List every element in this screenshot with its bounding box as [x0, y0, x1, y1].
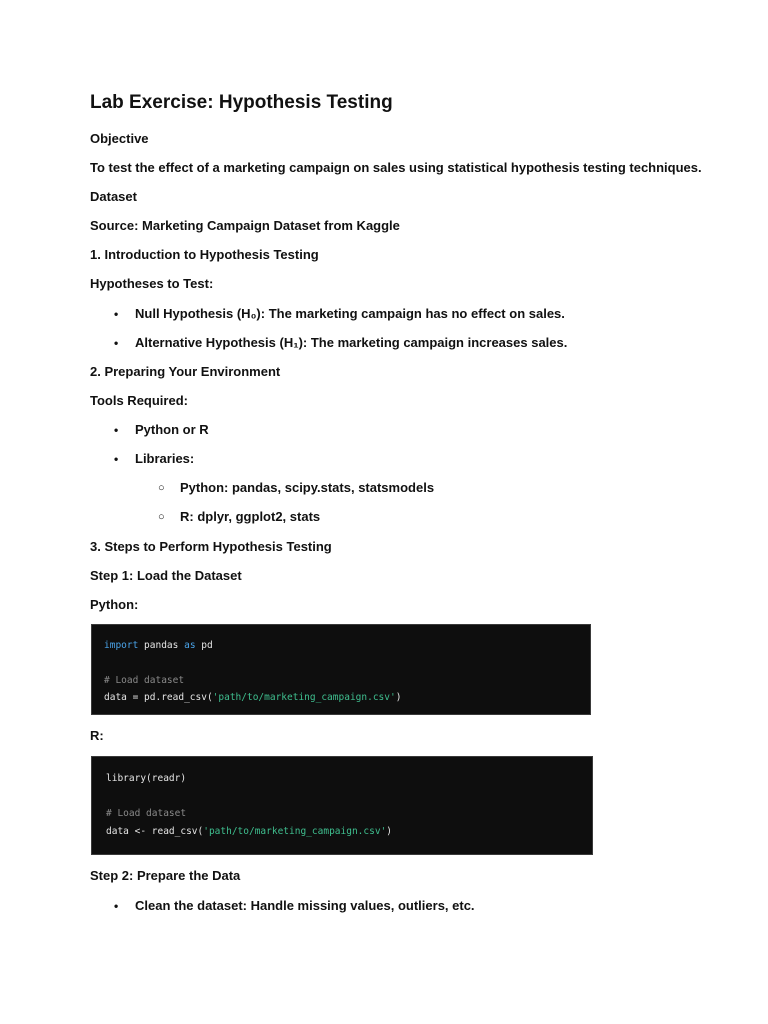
- code-string: 'path/to/marketing_campaign.csv': [212, 692, 396, 703]
- r-label: R:: [90, 728, 104, 743]
- list-item-tool: [90, 451, 194, 467]
- bullet-icon: •: [114, 307, 119, 321]
- code-line: [104, 640, 213, 652]
- step-2-heading: Step 2: Prepare the Data: [90, 868, 241, 883]
- list-item-step2: [90, 898, 475, 914]
- objective-heading: Objective: [90, 131, 149, 146]
- page-title: Lab Exercise: Hypothesis Testing: [90, 92, 393, 113]
- list-item-text: R: dplyr, ggplot2, stats: [180, 509, 321, 524]
- list-item-text: Clean the dataset: Handle missing values, outliers, etc.: [135, 898, 475, 913]
- step-1-heading: Step 1: Load the Dataset: [90, 568, 242, 583]
- hypotheses-heading: Hypotheses to Test:: [90, 276, 214, 291]
- list-item-library: [90, 480, 434, 496]
- python-label: Python:: [90, 597, 139, 612]
- tools-heading: Tools Required:: [90, 393, 188, 408]
- list-item-library: [90, 509, 320, 525]
- code-line: library(readr): [106, 773, 187, 784]
- code-line: [104, 692, 401, 704]
- code-text: data = pd.read_csv(: [104, 692, 213, 703]
- r-code-block[interactable]: [91, 756, 593, 855]
- circle-bullet-icon: ○: [158, 511, 165, 523]
- python-code-block[interactable]: [91, 624, 591, 715]
- code-text: pd: [195, 640, 213, 651]
- objective-text: To test the effect of a marketing campaign on sales using statistical hypothesis testing techniques.: [90, 160, 702, 175]
- code-text: ): [386, 826, 392, 837]
- list-item-text: Python or R: [135, 422, 209, 437]
- list-item-text: Null Hypothesis (H₀): The marketing campaign has no effect on sales.: [135, 306, 565, 321]
- bullet-icon: •: [114, 336, 119, 350]
- list-item-text: Python: pandas, scipy.stats, statsmodels: [180, 480, 435, 495]
- section-3-heading: 3. Steps to Perform Hypothesis Testing: [90, 539, 332, 554]
- bullet-icon: •: [114, 452, 119, 466]
- dataset-heading: Dataset: [90, 189, 137, 204]
- list-item-null-hypothesis: [90, 306, 565, 322]
- section-2-heading: 2. Preparing Your Environment: [90, 364, 281, 379]
- code-string: 'path/to/marketing_campaign.csv': [203, 826, 387, 837]
- code-keyword: import: [104, 640, 139, 651]
- circle-bullet-icon: ○: [158, 482, 165, 494]
- code-line: [106, 826, 392, 838]
- list-item-text: Libraries:: [135, 451, 195, 466]
- dataset-source: Source: Marketing Campaign Dataset from Kaggle: [90, 218, 400, 233]
- code-keyword: as: [184, 640, 196, 651]
- bullet-icon: •: [114, 423, 119, 437]
- bullet-icon: •: [114, 899, 119, 913]
- code-text: data <- read_csv(: [106, 826, 204, 837]
- code-text: ): [395, 692, 402, 703]
- code-text: pandas: [138, 640, 185, 651]
- code-comment: # Load dataset: [104, 675, 185, 686]
- list-item-tool: [90, 422, 209, 438]
- list-item-text: Alternative Hypothesis (H₁): The marketing campaign increases sales.: [135, 335, 568, 350]
- code-comment: # Load dataset: [106, 808, 187, 819]
- section-1-heading: 1. Introduction to Hypothesis Testing: [90, 247, 319, 262]
- list-item-alternative-hypothesis: [90, 335, 567, 351]
